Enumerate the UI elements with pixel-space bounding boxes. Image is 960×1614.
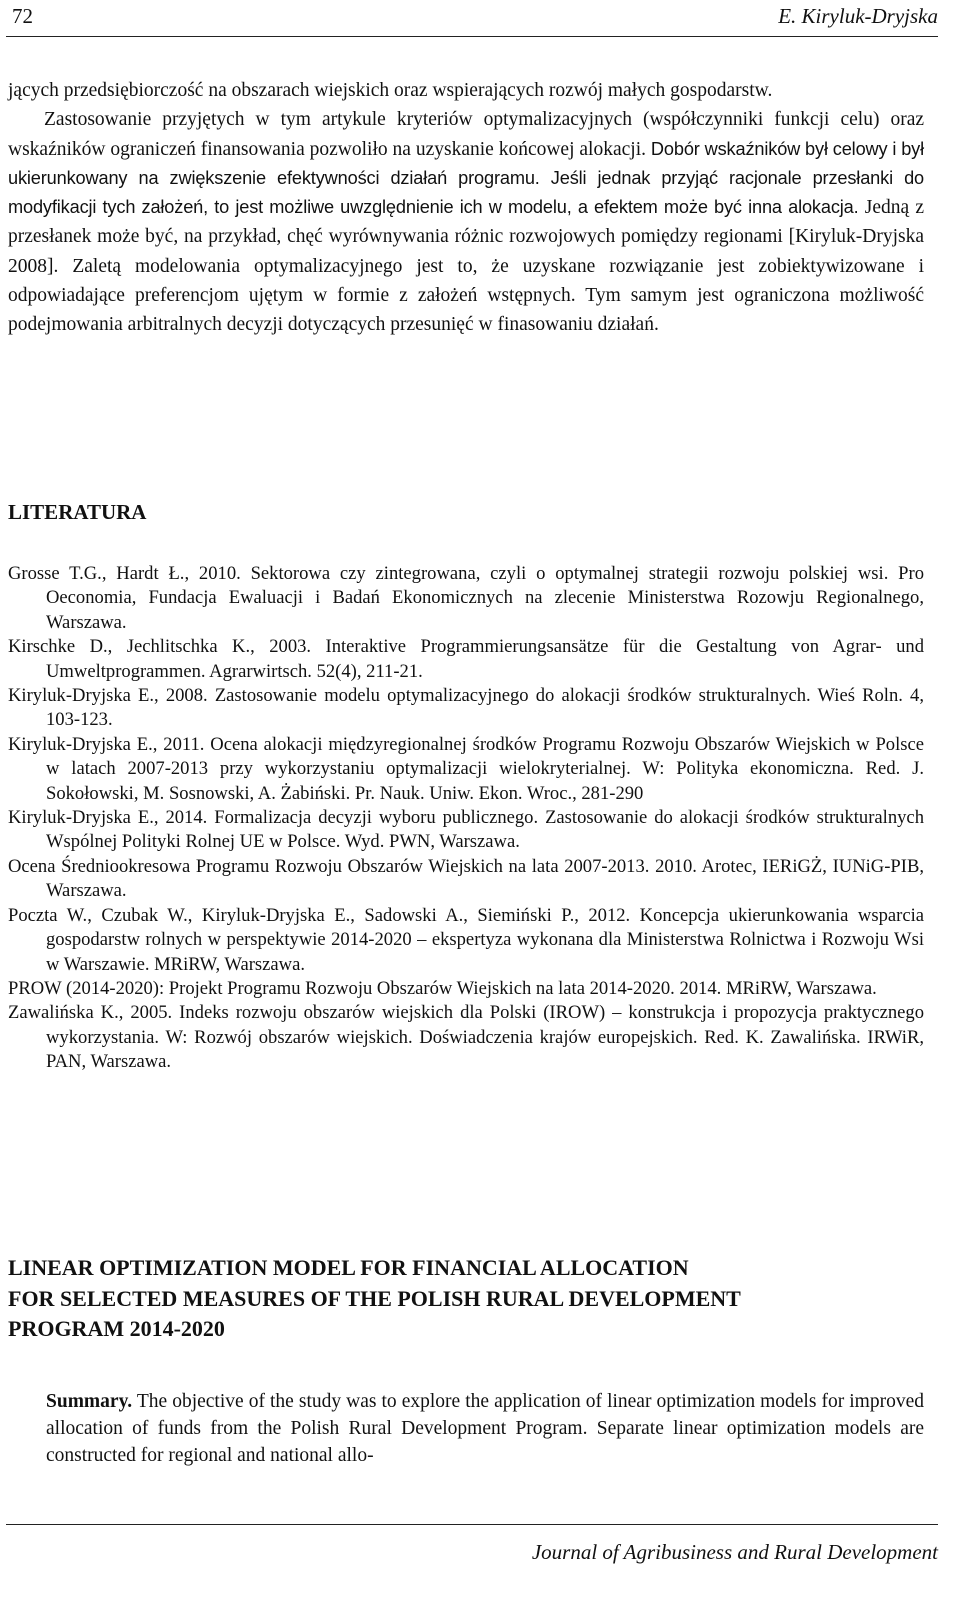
summary-paragraph xyxy=(46,1388,924,1469)
reference-item: Kirschke D., Jechlitschka K., 2003. Interaktive Programmierungsansätze für die Gestaltung von Agrar- und Umweltprogrammen. Agrarwirtsch. 52(4), 211-21. xyxy=(8,636,924,682)
english-title-line: PROGRAM 2014-2020 xyxy=(8,1316,225,1341)
reference-item: Kiryluk-Dryjska E., 2008. Zastosowanie modelu optymalizacyjnego do alokacji środków strukturalnych. Wieś Roln. 4, 103-123. xyxy=(8,685,924,731)
paragraph-conclusion xyxy=(8,105,924,339)
running-header xyxy=(6,4,938,36)
footer-rule xyxy=(6,1524,938,1525)
reference-item: PROW (2014-2020): Projekt Programu Rozwoju Obszarów Wiejskich na lata 2014-2020. 2014. MRiRW, Warszawa. xyxy=(8,977,877,999)
running-author: E. Kiryluk-Dryjska xyxy=(778,4,938,28)
reference-item: Ocena Średniookresowa Programu Rozwoju Obszarów Wiejskich na lata 2007-2013. 2010. Arotec, IERiGŻ, IUNiG-PIB, Warszawa. xyxy=(8,855,924,902)
page-number: 72 xyxy=(12,4,33,28)
reference-list xyxy=(8,562,924,1075)
body-text xyxy=(8,76,924,340)
journal-footer: Journal of Agribusiness and Rural Development xyxy=(531,1540,938,1564)
literature-heading: LITERATURA xyxy=(8,500,147,524)
paragraph-segment: Jedną z przesłanek może być, na przykład, chęć wyrównywania różnic rozwojowych pomiędzy regionami [Kiryluk-Dryjska 2008]. Zaletą modelowania optymalizacyjnego jest to, że uzyskane rozwiązanie jest zobiektywizowane i odpowiadające preferencjom ujętym w formie z założeń wstępnych. Tym samym jest ograniczona możliwość podejmowania arbitralnych decyzji dotyczących przesunięć w finasowaniu działań. xyxy=(8,197,924,336)
summary-text: The objective of the study was to explore the application of linear optimization models for improved allocation of funds from the Polish Rural Development Program. Separate linear optimization models are constructed for regional and national allo- xyxy=(46,1391,924,1466)
reference-item: Zawalińska K., 2005. Indeks rozwoju obszarów wiejskich dla Polski (IROW) – konstrukcja i propozycja praktycznego wykorzystania. W: Rozwój obszarów wiejskich. Doświadczenia krajów europejskich. Red. K. Zawalińska. IRWiR, PAN, Warszawa. xyxy=(8,1002,924,1073)
reference-item: Kiryluk-Dryjska E., 2011. Ocena alokacji międzyregionalnej środków Programu Rozwoju Obszarów Wiejskich w Polsce w latach 2007-2013 przy wykorzystaniu optymalizacji wielokryterialnej. W: Polityka ekonomiczna. Red. J. Sokołowski, M. Sosnowski, A. Żabiński. Pr. Nauk. Uniw. Ekon. Wroc., 281-290 xyxy=(8,733,924,804)
reference-item: Poczta W., Czubak W., Kiryluk-Dryjska E., Sadowski A., Siemiński P., 2012. Koncepcja ukierunkowania wsparcia gospodarstw rolnych w perspektywie 2014-2020 – ekspertyza wykonana dla Ministerstwa Rolnictwa i Rozwoju Wsi w Warszawie. MRiRW, Warszawa. xyxy=(8,904,924,975)
english-title xyxy=(8,1253,928,1345)
paragraph-continuation: jących przedsiębiorczość na obszarach wiejskich oraz wspierających rozwój małych gospodarstw. xyxy=(8,80,773,101)
paragraph-segment-sans: Dobór wskaźników był celowy i był ukierunkowany na zwiększenie efektywności działań programu. Jeśli jednak przyjąć racjonale przesłanki do modyfikacji tych założeń, to jest możliwe uwzględnienie ich w modelu, a efektem może być inna alokacja. xyxy=(8,138,924,218)
header-rule xyxy=(6,36,938,37)
english-title-line: FOR SELECTED MEASURES OF THE POLISH RURAL DEVELOPMENT xyxy=(8,1285,741,1311)
reference-item: Grosse T.G., Hardt Ł., 2010. Sektorowa czy zintegrowana, czyli o optymalnej strategii rozwoju polskiej wsi. Pro Oeconomia, Fundacja Ewaluacji i Badań Ekonomicznych na zlecenie Ministerstwa Rozowju Regionalnego, Warszawa. xyxy=(8,563,924,633)
reference-item: Kiryluk-Dryjska E., 2014. Formalizacja decyzji wyboru publicznego. Zastosowanie do alokacji środków strukturalnych Wspólnej Polityki Rolnej UE w Polsce. Wyd. PWN, Warszawa. xyxy=(8,807,924,853)
paragraph-segment: Zastosowanie przyjętych w tym artykule kryteriów optymalizacyjnych (współczynniki funkcji celu) oraz wskaźników ograniczeń finansowania pozwoliło na uzyskanie końcowej alokacji. xyxy=(8,109,924,160)
english-title-line: LINEAR OPTIMIZATION MODEL FOR FINANCIAL ALLOCATION xyxy=(8,1255,689,1280)
summary-label: Summary. xyxy=(46,1391,133,1412)
